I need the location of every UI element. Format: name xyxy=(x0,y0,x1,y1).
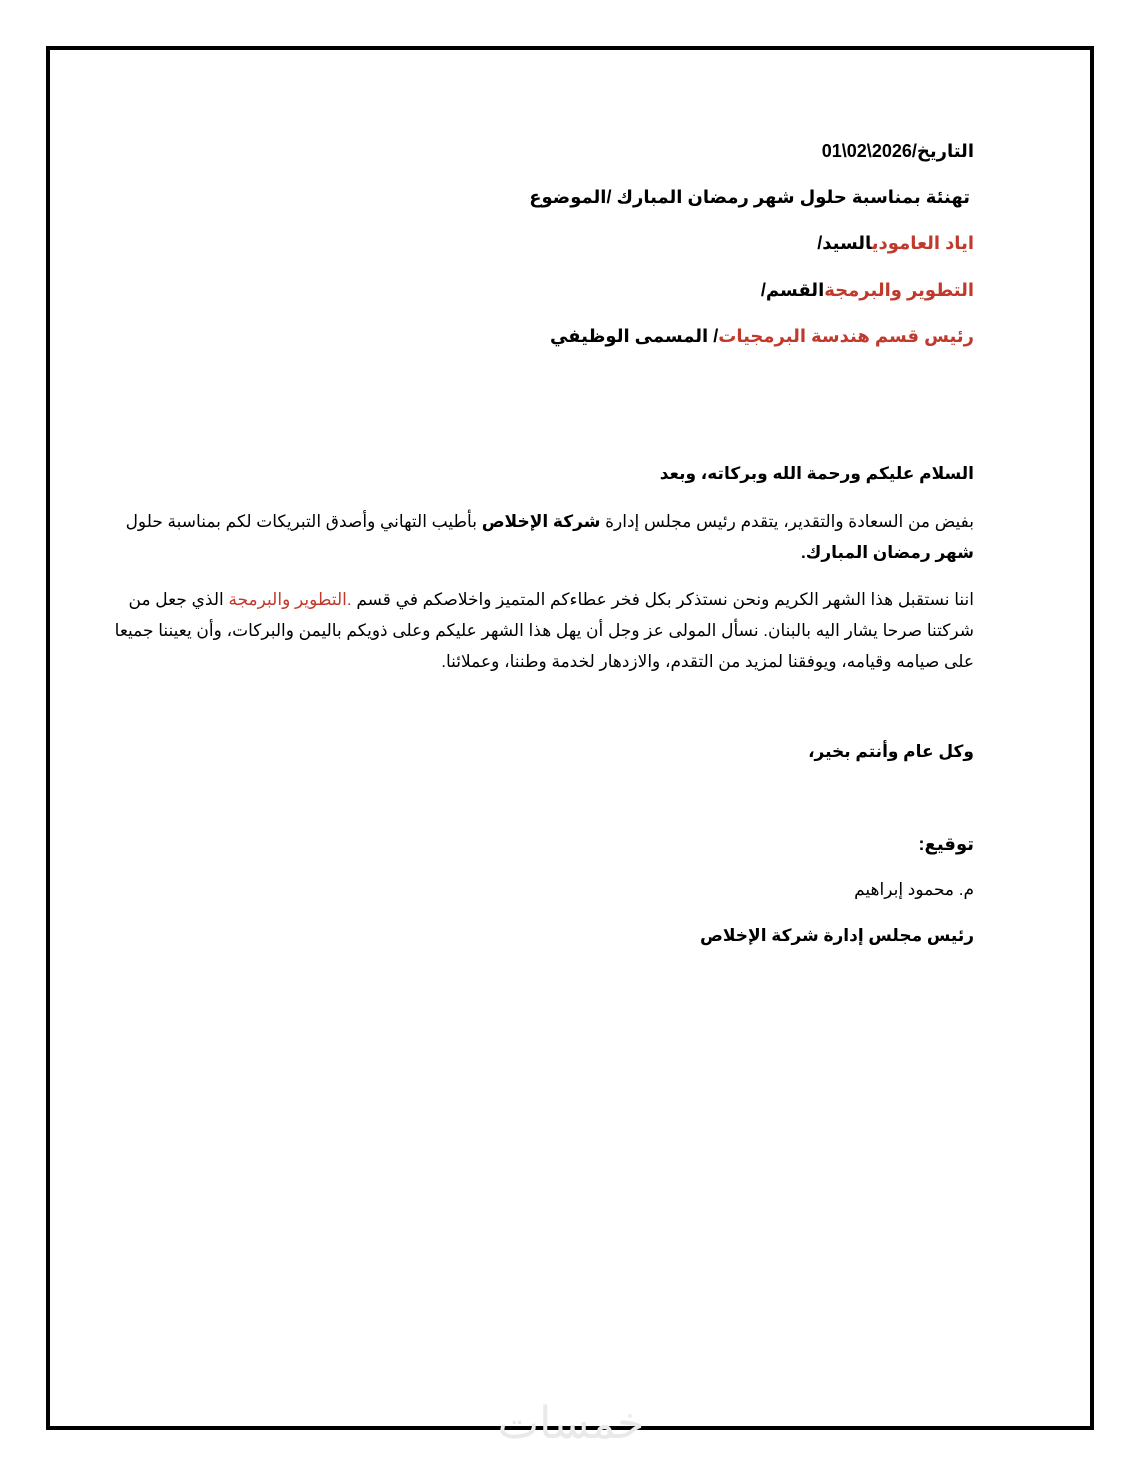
job-title-line xyxy=(550,326,974,347)
para2-department: .التطوير والبرمجة xyxy=(228,590,352,609)
subject-label: /الموضوع xyxy=(529,187,612,207)
department-value: التطوير والبرمجة xyxy=(824,280,974,300)
para2-text-b: الذي جعل من شركتنا صرحا يشار اليه بالبنان. نسأل المولى عز وجل أن يهل هذا الشهر عليكم وعلى ذويكم باليمن والبركات، وأن يعيننا جميعا على صيامه وقيامه، ويوفقنا لمزيد من التقدم، والازدهار لخدمة وطننا، وعملائنا. xyxy=(114,590,974,671)
signer-title: رئيس مجلس إدارة شركة الإخلاص xyxy=(700,926,974,945)
department-line xyxy=(761,280,974,301)
paragraph-2 xyxy=(112,584,974,677)
paragraph-1 xyxy=(112,506,974,568)
para2-text-a: اننا نستقبل هذا الشهر الكريم ونحن نستذكر بكل فخر عطاءكم المتميز واخلاصكم في قسم xyxy=(351,590,974,609)
para1-text-b: بأطيب التهاني وأصدق التبريكات لكم بمناسبة حلول xyxy=(125,512,482,531)
para1-text-a: بفيض من السعادة والتقدير، يتقدم رئيس مجلس إدارة xyxy=(600,512,974,531)
date-value: 2026\02\01 xyxy=(821,141,912,161)
subject-line xyxy=(529,187,970,208)
date-label: التاريخ/ xyxy=(911,141,974,161)
recipient-line xyxy=(817,233,974,254)
closing-line: وكل عام وأنتم بخير، xyxy=(808,742,974,761)
greeting: السلام عليكم ورحمة الله وبركاته، وبعد xyxy=(659,464,974,483)
subject-text: تهنئة بمناسبة حلول شهر رمضان المبارك xyxy=(616,187,970,207)
para1-company-name: شركة الإخلاص xyxy=(481,512,601,531)
job-title-label: / المسمى الوظيفي xyxy=(549,326,719,346)
signature-label: توقيع: xyxy=(918,834,974,854)
date-line xyxy=(822,141,974,162)
signer-name: م. محمود إبراهيم xyxy=(854,880,974,899)
recipient-label: السيد/ xyxy=(817,233,872,253)
job-title-value: رئيس قسم هندسة البرمجيات xyxy=(718,326,974,346)
department-label: القسم/ xyxy=(760,280,825,300)
watermark-logo: خمسات xyxy=(497,1399,645,1448)
recipient-name: اياد العامودي xyxy=(871,233,974,253)
para1-ramadan: شهر رمضان المبارك. xyxy=(801,543,974,562)
